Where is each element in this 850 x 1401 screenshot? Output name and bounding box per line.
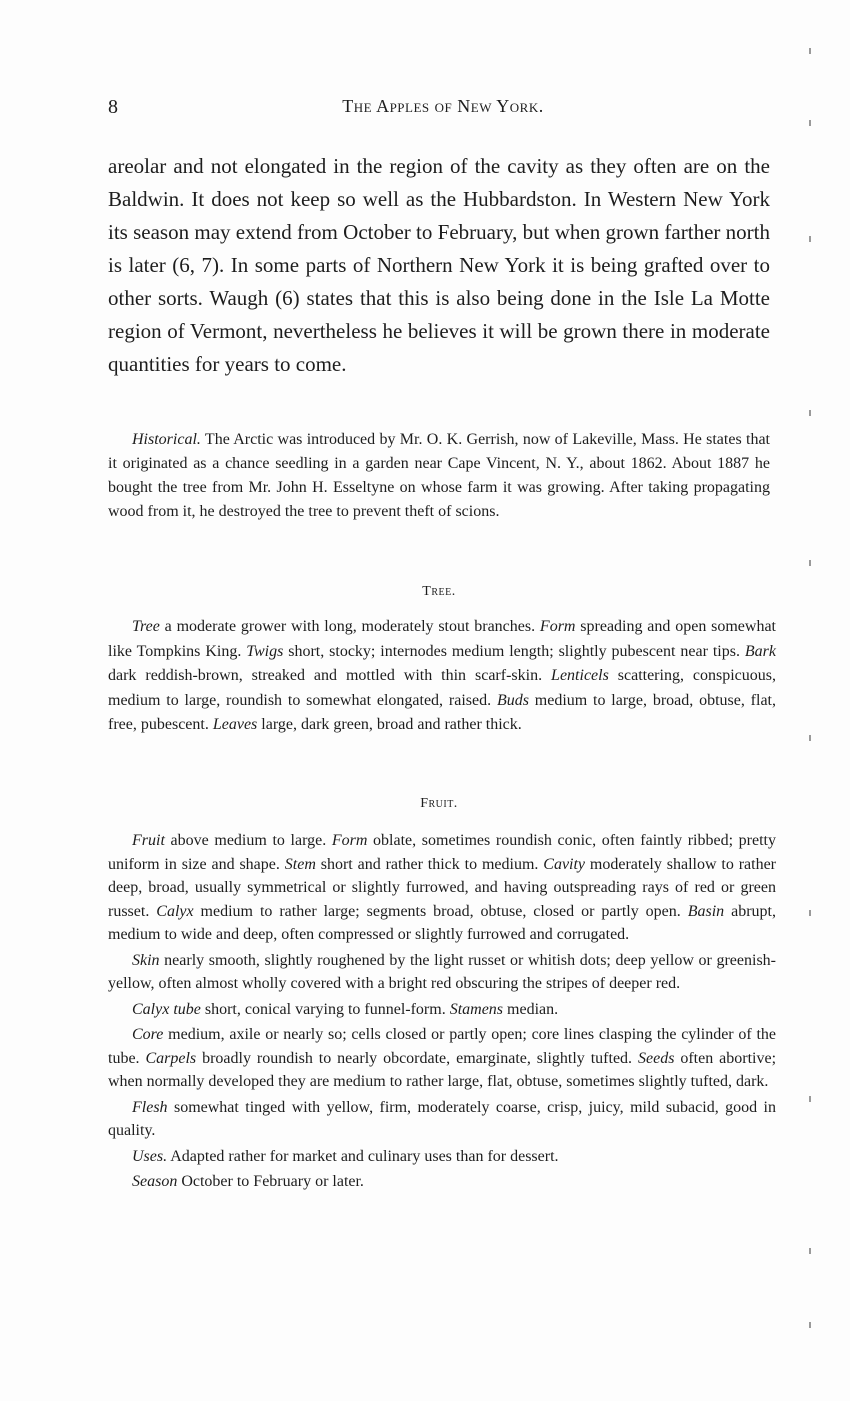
running-title: The Apples of New York. [342, 96, 544, 116]
term-stem: Stem [284, 855, 316, 873]
scan-mark [809, 236, 811, 242]
text-skin: nearly smooth, slightly roughened by the light russet or whitish dots; deep yellow or greenish-yellow, often almost wholly covered with a bright red obscuring the stripes of deeper red. [108, 951, 776, 992]
historical-lead: Historical. [132, 431, 201, 448]
term-skin: Skin [132, 951, 160, 969]
term-basin: Basin [687, 902, 725, 920]
fruit-paragraph-flesh [108, 1096, 776, 1143]
scan-mark [809, 910, 811, 916]
text-buds: medium to large, broad, obtuse, flat, free, pubescent. [108, 691, 777, 733]
fruit-paragraph-calyx-tube [108, 998, 776, 1022]
text-lenticels: scattering, conspicuous, medium to large, roundish to somewhat elongated, raised. [108, 667, 777, 709]
text-tree: a moderate grower with long, moderately stout branches. [159, 618, 540, 635]
term-seeds: Seeds [637, 1049, 675, 1067]
running-head [108, 96, 778, 120]
term-twigs: Twigs [246, 642, 284, 660]
scan-mark [809, 48, 811, 54]
fruit-heading: Fruit. [420, 796, 458, 811]
page-number: 8 [108, 96, 118, 118]
scan-mark [809, 1322, 811, 1328]
text-form: spreading and open somewhat like Tompkins King. [108, 618, 777, 660]
text-calyx: medium to rather large; segments broad, obtuse, closed or partly open. [193, 902, 688, 920]
scan-edge-marks [806, 0, 814, 1401]
term-leaves: Leaves [212, 716, 258, 733]
term-form: Form [539, 618, 576, 635]
scan-mark [809, 1096, 811, 1102]
fruit-paragraph-skin [108, 949, 776, 996]
text-leaves: large, dark green, broad and rather thick. [257, 716, 522, 733]
term-calyx: Calyx [156, 902, 194, 920]
text-season: October to February or later. [177, 1173, 364, 1190]
text-fruit: above medium to large. [164, 832, 332, 849]
fruit-description [108, 829, 776, 1194]
term-stamens: Stamens [449, 1000, 504, 1018]
text-basin: abrupt, medium to wide and deep, often compressed or slightly furrowed and corrugated. [108, 902, 776, 943]
text-calyx-tube: short, conical varying to funnel-form. [200, 1000, 450, 1018]
term-carpels: Carpels [145, 1049, 197, 1067]
scan-mark [809, 410, 811, 416]
scan-mark [809, 560, 811, 566]
text-bark: dark reddish-brown, streaked and mottled with thin scarf-skin. [108, 667, 552, 684]
text-uses: Adapted rather for market and culinary uses than for dessert. [167, 1147, 559, 1165]
fruit-paragraph-uses [108, 1145, 776, 1169]
text-fruit-form: oblate, sometimes roundish conic, often faintly ribbed; pretty uniform in size and shape. [108, 832, 776, 873]
text-flesh: somewhat tinged with yellow, firm, moderately coarse, crisp, juicy, mild subacid, good in quality. [108, 1098, 776, 1139]
text-twigs: short, stocky; internodes medium length; slightly pubescent near tips. [283, 642, 745, 660]
fruit-paragraph-season [108, 1170, 776, 1194]
text-core: medium, axile or nearly so; cells closed or partly open; core lines clasping the cylinder of the tube. [108, 1026, 776, 1067]
scan-mark [809, 1248, 811, 1254]
term-lenticels: Lenticels [551, 667, 609, 684]
term-core: Core [132, 1026, 164, 1043]
fruit-paragraph-1 [108, 829, 776, 947]
scan-mark [809, 735, 811, 741]
term-calyx-tube: Calyx tube [132, 1000, 201, 1018]
term-uses: Uses. [132, 1147, 168, 1165]
text-stamens: median. [503, 1000, 559, 1018]
text-carpels: broadly roundish to nearly obcordate, emarginate, slightly tufted. [196, 1049, 638, 1067]
historical-paragraph [108, 428, 770, 524]
tree-description [108, 615, 776, 738]
text-seeds: often abortive; when normally developed they are medium to rather large, flat, obtuse, sometimes slightly tufted, dark. [108, 1049, 777, 1090]
term-flesh: Flesh [132, 1098, 168, 1116]
fruit-paragraph-core [108, 1023, 776, 1094]
scan-mark [809, 120, 811, 126]
term-fruit: Fruit [132, 832, 165, 849]
tree-heading: Tree. [422, 584, 456, 599]
term-buds: Buds [496, 691, 529, 709]
historical-text: The Arctic was introduced by Mr. O. K. Gerrish, now of Lakeville, Mass. He states that it originated as a chance seedling in a garden near Cape Vincent, N. Y., about 1862. About 1887 he bought the tree from Mr. John H. Esseltyne on whose farm it was growing. After taking propagating wood from it, he destroyed the tree to prevent theft of scions. [108, 431, 770, 520]
term-fruit-form: Form [331, 832, 368, 849]
text-cavity: moderately shallow to rather deep, broad, usually symmetrical or slightly furrowed, and having outspreading rays of red or green russet. [108, 855, 777, 920]
term-cavity: Cavity [543, 855, 586, 873]
intro-paragraph: areolar and not elongated in the region of the cavity as they often are on the Baldwin. It does not keep so well as the Hubbardston. In Western New York its season may extend from October to February, but when grown farther north is later (6, 7). In some parts of Northern New York it is being grafted over to other sorts. Waugh (6) states that this is also being done in the Isle La Motte region of Vermont, nevertheless he believes it will be grown there in moderate quantities for years to come. [108, 154, 770, 376]
tree-paragraph [108, 615, 776, 738]
term-season: Season [132, 1173, 178, 1190]
term-bark: Bark [744, 642, 777, 660]
text-stem: short and rather thick to medium. [315, 855, 544, 873]
term-tree: Tree [132, 618, 160, 635]
